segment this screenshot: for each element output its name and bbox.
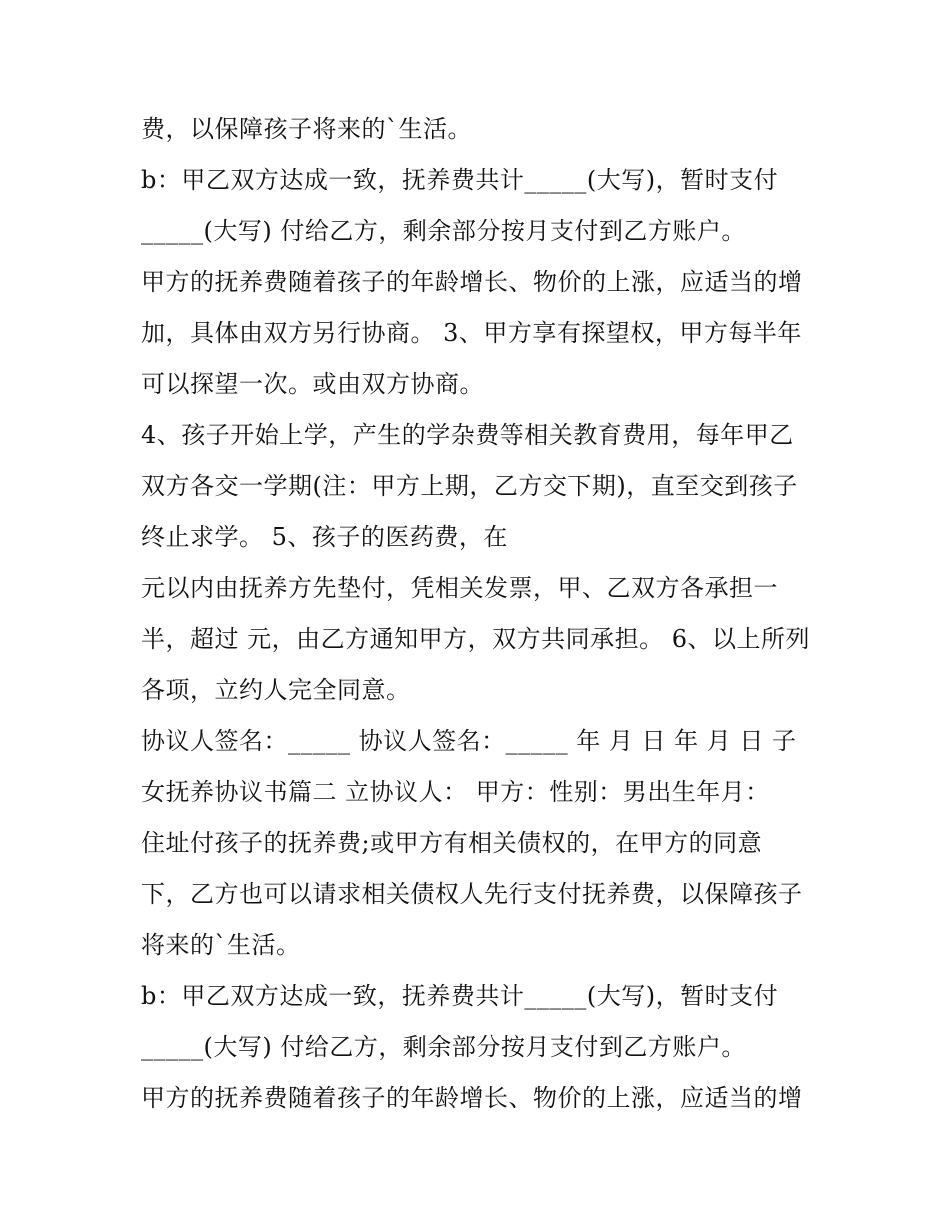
text-line: 费，以保障孩子将来的`生活。: [141, 115, 472, 143]
text-line: 甲方的抚养费随着孩子的年龄增长、物价的上涨，应适当的增: [141, 1084, 803, 1112]
text-line: 加，具体由双方另行协商。 3、甲方享有探望权，甲方每半年: [141, 319, 802, 347]
text-line: 双方各交一学期(注：甲方上期，乙方交下期)，直至交到孩子: [141, 472, 798, 500]
text-line: 将来的`生活。: [141, 931, 301, 959]
text-line: b：甲乙双方达成一致，抚养费共计_____(大写)，暂时支付: [141, 166, 779, 194]
text-line: 终止求学。 5、孩子的医药费，在: [141, 523, 508, 551]
document-body: [141, 104, 831, 1124]
text-line: 协议人签名：_____ 协议人签名：_____ 年 月 日 年 月 日 子: [141, 727, 797, 755]
text-line: _____(大写) 付给乙方，剩余部分按月支付到乙方账户。: [141, 217, 746, 245]
text-line: 4、孩子开始上学，产生的学杂费等相关教育费用，每年甲乙: [141, 421, 794, 449]
text-line: 可以探望一次。或由双方协商。: [141, 370, 484, 398]
text-line: 各项，立约人完全同意。: [141, 676, 411, 704]
text-line: b：甲乙双方达成一致，抚养费共计_____(大写)，暂时支付: [141, 982, 779, 1010]
text-line: 元以内由抚养方先垫付，凭相关发票，甲、乙双方各承担一: [141, 574, 778, 602]
text-line: 甲方的抚养费随着孩子的年龄增长、物价的上涨，应适当的增: [141, 268, 803, 296]
text-line: _____(大写) 付给乙方，剩余部分按月支付到乙方账户。: [141, 1033, 746, 1061]
text-line: 女抚养协议书篇二 立协议人： 甲方：性别：男出生年月：: [141, 778, 770, 806]
text-line: 住址付孩子的抚养费;或甲方有相关债权的，在甲方的同意: [141, 829, 763, 857]
text-line: 半，超过 元，由乙方通知甲方，双方共同承担。 6、以上所列: [141, 625, 811, 653]
text-line: 下，乙方也可以请求相关债权人先行支付抚养费，以保障孩子: [141, 880, 803, 908]
